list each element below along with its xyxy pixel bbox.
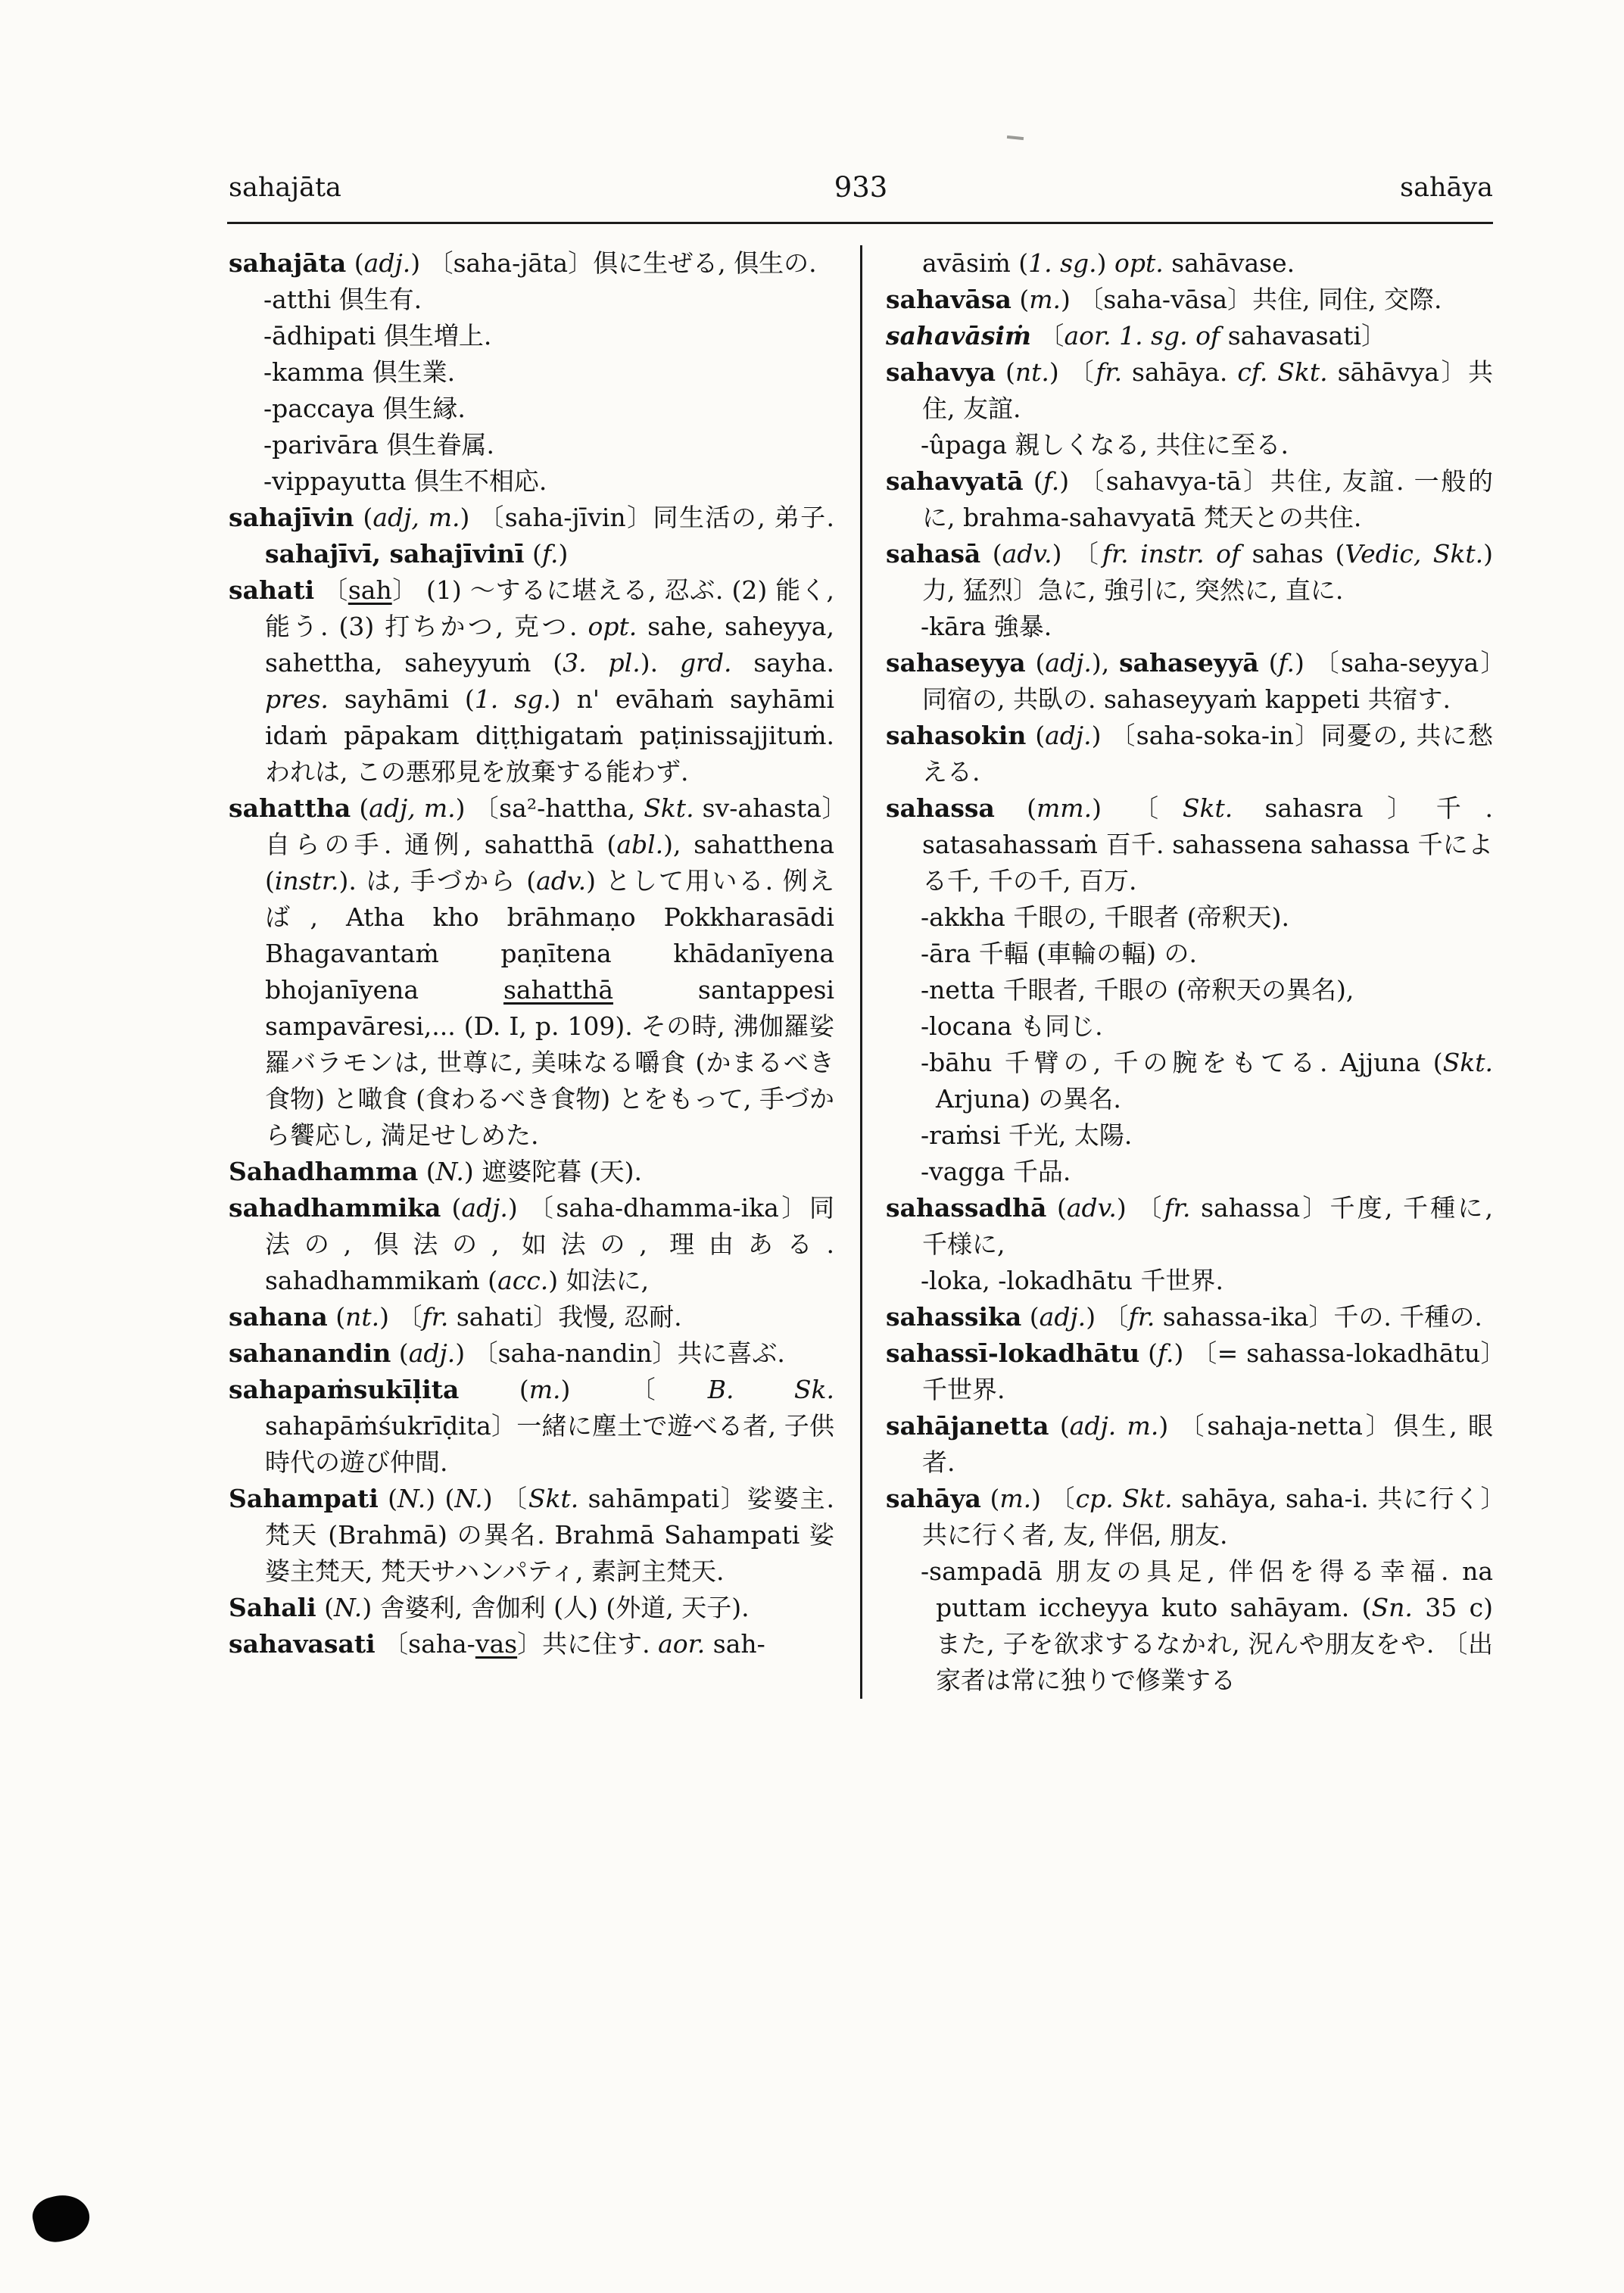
text-run: (	[327, 1302, 346, 1332]
text-run: m.	[1029, 285, 1061, 314]
text-run: (	[354, 503, 373, 532]
dictionary-sub-entry	[886, 972, 1493, 1008]
text-run: ) 〔	[482, 1484, 528, 1513]
dictionary-sub-entry	[886, 899, 1493, 936]
text-run: N.	[435, 1157, 464, 1186]
text-run: ) 〔saha-dhamma-ika〕同法の, 倶法の, 如法の, 理由ある. sahadhammikaṁ (	[265, 1193, 834, 1295]
dictionary-entry	[229, 790, 834, 1154]
text-run: ) 〔	[1086, 1302, 1129, 1332]
text-run: sahattha	[229, 793, 351, 823]
text-run: avāsiṁ (	[922, 248, 1029, 278]
dictionary-sub-entry	[229, 318, 834, 354]
text-run: ) n' evāhaṁ sayhāmi idaṁ pāpakam diṭṭhigataṁ paṭinissajjituṁ. われは, この悪邪見を放棄する能わず.	[265, 684, 835, 787]
text-run: Sahadhamma	[229, 1157, 419, 1186]
text-run: adj, m.	[369, 793, 456, 823]
dictionary-entry	[886, 1481, 1493, 1553]
text-run: fr.	[1164, 1193, 1191, 1223]
dictionary-sub-entry	[886, 936, 1493, 972]
text-run: aor. 1. sg. of	[1064, 321, 1220, 350]
text-run: adj.	[461, 1193, 508, 1223]
text-run: sāhāvya〕共住, 友誼.	[922, 357, 1493, 423]
text-run: sahanandin	[229, 1338, 391, 1368]
text-run: sahavāsiṁ	[886, 321, 1031, 350]
text-run: )	[558, 539, 569, 569]
page-header	[229, 173, 1493, 210]
dictionary-entry	[229, 1481, 834, 1590]
text-run: 3. pl.	[563, 648, 641, 678]
text-run: grd.	[679, 648, 732, 678]
text-run: ) 〔	[1052, 539, 1102, 569]
page-number: 933	[834, 171, 888, 204]
text-run: ) 〔	[1092, 793, 1183, 823]
text-run: Sahampati	[229, 1484, 379, 1513]
text-run: f.	[541, 539, 559, 569]
dictionary-sub-entry	[886, 1045, 1493, 1117]
text-run: (	[1023, 466, 1043, 496]
text-run: sahāmpati〕娑婆主. 梵天 (Brahmā) の異名. Brahmā Sahampati 娑婆主梵天, 梵天サハンパティ, 素訶主梵天.	[265, 1484, 834, 1586]
dictionary-sub-entry	[886, 1263, 1493, 1299]
text-run: adj.	[1039, 1302, 1086, 1332]
dictionary-sub-entry	[229, 282, 834, 318]
column-divider	[860, 245, 862, 1699]
text-run: Sn.	[1371, 1593, 1413, 1622]
dictionary-entry	[229, 500, 834, 572]
dictionary-entry	[886, 536, 1493, 609]
dictionary-sub-entry	[229, 427, 834, 463]
text-run: -vagga 千品.	[921, 1157, 1071, 1186]
left-column	[229, 245, 834, 1699]
text-run: sahājanetta	[886, 1411, 1049, 1441]
text-run: sahavāsa	[886, 285, 1011, 314]
text-run: sahaseyya	[886, 648, 1026, 678]
dictionary-entry	[886, 1408, 1493, 1481]
text-run: adj.	[1045, 721, 1092, 750]
text-run: 〔	[1030, 321, 1064, 350]
text-run: sahasā	[886, 539, 981, 569]
dictionary-entry	[886, 1299, 1493, 1335]
dictionary-entry	[886, 645, 1493, 718]
dictionary-sub-entry	[886, 1553, 1493, 1699]
text-run: aor.	[658, 1629, 706, 1659]
text-run: ) 〔saha-nandin〕共に喜ぶ.	[455, 1338, 785, 1368]
text-run: nt.	[1015, 357, 1049, 387]
text-run: adv.	[536, 866, 587, 896]
dictionary-entry	[886, 318, 1493, 354]
text-run: sahadhammika	[229, 1193, 441, 1223]
text-run: ) 如法に,	[548, 1266, 650, 1295]
text-run: (	[1011, 285, 1030, 314]
text-run: adv.	[1066, 1193, 1117, 1223]
text-run: ) として用いる. 例えば, Atha kho brāhmaṇo Pokkharasādi Bhagavantaṁ paṇītena khādanīyena bhojanīyena	[265, 866, 834, 1005]
text-run: (	[378, 1484, 398, 1513]
text-run: ) 〔saha-soka-in〕同憂の, 共に愁える.	[922, 721, 1493, 787]
text-run: nt.	[345, 1302, 380, 1332]
text-run: sv-ahasta〕自らの手. 通例, sahatthā (	[265, 793, 834, 859]
text-run: mm.	[1036, 793, 1093, 823]
dictionary-entry	[229, 1590, 834, 1626]
text-run: sahana	[229, 1302, 328, 1332]
text-run: ) 力, 猛烈〕急に, 強引に, 突然に, 直に.	[922, 539, 1493, 605]
text-run: -loka, -lokadhātu 千世界.	[921, 1266, 1224, 1295]
dictionary-entry	[886, 718, 1493, 790]
text-run: ) 〔	[379, 1302, 422, 1332]
text-run: sahati〕我慢, 忍耐.	[448, 1302, 682, 1332]
dictionary-sub-entry	[886, 427, 1493, 463]
text-run: sahāya	[886, 1484, 981, 1513]
text-run: adv.	[1002, 539, 1052, 569]
text-run: -raṁsi 千光, 太陽.	[921, 1120, 1133, 1150]
text-run: sahajāta	[229, 248, 347, 278]
text-run: ) 遮婆陀暮 (天).	[463, 1157, 642, 1186]
text-run: f.	[1278, 648, 1295, 678]
text-run: fr.	[422, 1302, 449, 1332]
dictionary-entry	[229, 572, 834, 790]
text-run: N.	[397, 1484, 426, 1513]
text-run: f.	[1157, 1338, 1174, 1368]
text-run: (	[1025, 648, 1046, 678]
text-run: sahasra〕千. satasahassaṁ 百千. sahassena sahassa 千による千, 千の千, 百万.	[922, 793, 1494, 896]
dictionary-entry	[229, 1372, 834, 1481]
dictionary-sub-entry	[886, 1154, 1493, 1190]
header-guide-word-right: sahāya	[1400, 173, 1493, 203]
header-guide-word-left: sahajāta	[229, 173, 341, 203]
dictionary-sub-entry	[229, 354, 834, 391]
text-run: -netta 千眼者, 千眼の (帝釈天の異名),	[921, 975, 1354, 1005]
text-run: (	[1021, 1302, 1040, 1332]
text-run: -paccaya 倶生縁.	[263, 394, 466, 423]
dictionary-entry	[229, 245, 834, 282]
text-run: ) 〔sahaja-netta〕倶生, 眼者.	[922, 1411, 1493, 1477]
text-run: (	[1258, 648, 1279, 678]
text-run: N.	[334, 1593, 363, 1622]
text-run: sah-	[705, 1629, 765, 1659]
text-run: (	[1139, 1338, 1158, 1368]
text-run: -locana も同じ.	[921, 1011, 1103, 1041]
text-run: m.	[528, 1375, 561, 1404]
text-run: adj, m.	[372, 503, 460, 532]
text-run: sahas (	[1240, 539, 1345, 569]
text-run: adj. m.	[1069, 1411, 1159, 1441]
text-run: sahavasati〕	[1220, 321, 1386, 350]
text-run: -kamma 倶生業.	[263, 357, 456, 387]
text-run: sahavasati	[229, 1629, 376, 1659]
text-run: (	[391, 1338, 409, 1368]
text-run: -āra 千輻 (車輪の輻) の.	[921, 939, 1197, 968]
text-run: (	[524, 539, 542, 569]
text-run: (	[459, 1375, 529, 1404]
text-run: 〕共に住す.	[517, 1629, 659, 1659]
text-run: (	[1049, 1411, 1070, 1441]
text-run: ) 〔saha-jāta〕倶に生ぜる, 倶生の.	[410, 248, 817, 278]
text-run: fr.	[1096, 357, 1123, 387]
text-run: ) 〔saha-vāsa〕共住, 同住, 交際.	[1061, 285, 1442, 314]
dictionary-sub-entry	[229, 391, 834, 427]
text-run: ).	[640, 648, 680, 678]
text-run: Arjuna) の異名.	[936, 1084, 1121, 1114]
text-run: opt.	[588, 612, 637, 641]
text-run: ). は, 手づから (	[338, 866, 537, 896]
text-run: sahassa	[886, 793, 995, 823]
dictionary-entry	[229, 1335, 834, 1372]
text-run: sahapaṁsukīḷita	[229, 1375, 460, 1404]
text-run: -sampadā 朋友の具足, 伴侶を得る幸福. na puttam iccheyya kuto sahāyam. (	[921, 1556, 1493, 1622]
text-run: -atthi 倶生有.	[263, 285, 422, 314]
text-run: (	[316, 1593, 335, 1622]
text-run: (	[418, 1157, 436, 1186]
text-run: (	[346, 248, 364, 278]
text-run: vas	[475, 1629, 518, 1659]
text-run: f.	[1043, 466, 1060, 496]
scan-artifact-speck	[1007, 136, 1024, 140]
dictionary-entry	[886, 1335, 1493, 1408]
text-run: cp. Skt.	[1075, 1484, 1173, 1513]
text-run: sahāvase.	[1163, 248, 1295, 278]
text-run: sahasokin	[886, 721, 1027, 750]
text-run: 1. sg.	[474, 684, 551, 714]
text-run: sahaseyyā	[1119, 648, 1259, 678]
right-column	[886, 245, 1493, 1699]
text-run: Skt.	[528, 1484, 579, 1513]
text-run: -kāra 強暴.	[921, 612, 1052, 641]
text-run: santappesi sampavāresi,... (D. I, p. 109). その時, 沸伽羅娑羅バラモンは, 世尊に, 美味なる嚼食 (かまるべき食物) と噉食 (食わるべき食物) とをもって, 手づから饗応し, 満足せしめた.	[265, 975, 834, 1150]
text-run: fr.	[1128, 1302, 1155, 1332]
text-run: ) 〔= sahassa-lokadhātu〕千世界.	[922, 1338, 1493, 1404]
text-run: sahajīvin	[229, 503, 354, 532]
text-run: abl.	[616, 830, 664, 859]
dictionary-entry	[229, 1190, 834, 1299]
dictionary-sub-entry	[886, 609, 1493, 645]
text-run: -ûpaga 親しくなる, 共住に至る.	[921, 430, 1289, 460]
text-run: adj.	[408, 1338, 456, 1368]
text-run: sahassadhā	[886, 1193, 1047, 1223]
text-run: ) 〔sahavya-tā〕共住, 友誼. 一般的に, brahma-sahavyatā 梵天との共住.	[922, 466, 1493, 532]
text-run: sahatthā	[503, 975, 613, 1005]
text-run: (	[994, 793, 1036, 823]
text-run: ) (	[425, 1484, 455, 1513]
text-run: (	[351, 793, 369, 823]
text-run: (	[980, 1484, 1000, 1513]
text-run: -vippayutta 倶生不相応.	[263, 466, 547, 496]
dictionary-sub-entry	[229, 463, 834, 500]
text-run: ) 〔	[560, 1375, 708, 1404]
text-run: ),	[1091, 648, 1120, 678]
dictionary-entry	[229, 1299, 834, 1335]
dictionary-entry-continuation	[886, 245, 1493, 282]
text-run: sahassa-ika〕千の. 千種の.	[1155, 1302, 1482, 1332]
text-run: 〕 (1) ～するに堪える, 忍ぶ. (2) 能く, 能う. (3) 打ちかつ, 克つ.	[265, 575, 834, 641]
text-run: (	[980, 539, 1002, 569]
dictionary-entry	[886, 282, 1493, 318]
text-run: (	[1026, 721, 1046, 750]
text-run: adj.	[363, 248, 411, 278]
text-run: ) 〔	[1049, 357, 1096, 387]
text-run: sahajīvī, sahajīvinī	[265, 539, 525, 569]
text-run: -ādhipati 倶生増上.	[263, 321, 492, 350]
text-run: ) 〔	[1116, 1193, 1164, 1223]
dictionary-columns	[229, 245, 1493, 1699]
text-run: sayha.	[731, 648, 834, 678]
text-run: sahassika	[886, 1302, 1022, 1332]
text-run: sahati	[229, 575, 315, 605]
text-run: m.	[999, 1484, 1032, 1513]
text-run: sahavyatā	[886, 466, 1024, 496]
dictionary-entry	[886, 354, 1493, 427]
text-run: ) 〔saha-seyya〕同宿の, 共臥の. sahaseyyaṁ kappeti 共宿す.	[922, 648, 1493, 714]
text-run: Skt.	[644, 793, 694, 823]
text-run: Skt.	[1182, 793, 1233, 823]
text-run: -bāhu 千臂の, 千の腕をもてる. Ajjuna (	[921, 1048, 1443, 1077]
text-run: ) 舎婆利, 舎伽利 (人) (外道, 天子).	[362, 1593, 750, 1622]
text-run: sahassī-lokadhātu	[886, 1338, 1140, 1368]
text-run: ) 〔	[1031, 1484, 1076, 1513]
text-run: sahassa〕千度, 千種に, 千様に,	[922, 1193, 1493, 1259]
text-run: ) 〔sa²-hattha,	[455, 793, 644, 823]
text-run: (	[1046, 1193, 1067, 1223]
dictionary-entry	[886, 463, 1493, 536]
text-run: sayhāmi (	[328, 684, 475, 714]
text-run: sahāya, saha-i. 共に行く〕共に行く者, 友, 伴侶, 朋友.	[922, 1484, 1493, 1550]
text-run: N.	[454, 1484, 483, 1513]
text-run: ), sahatthena (	[265, 830, 835, 896]
text-run: opt.	[1114, 248, 1164, 278]
dictionary-entry	[229, 1154, 834, 1190]
text-run: 35 c) また, 子を欲求するなかれ, 況んや朋友をや. 〔出家者は常に独りで修業する	[936, 1593, 1493, 1695]
text-run: 〔saha-	[375, 1629, 475, 1659]
text-run: acc.	[497, 1266, 549, 1295]
text-run: adj.	[1045, 648, 1092, 678]
text-run: )	[1096, 248, 1115, 278]
text-run: sahapāṁśukrīḍita〕一緒に塵土で遊べる者, 子供時代の遊び仲間.	[265, 1411, 834, 1477]
text-run: sahe, saheyya, sahettha, saheyyuṁ (	[265, 612, 834, 678]
text-run: sah	[348, 575, 392, 605]
text-run: ) 〔saha-jīvin〕同生活の, 弟子.	[460, 503, 834, 532]
text-run: (	[441, 1193, 462, 1223]
text-run: instr.	[274, 866, 339, 896]
text-run: B. Sk.	[707, 1375, 834, 1404]
text-run: pres.	[265, 684, 329, 714]
text-run: sahavya	[886, 357, 996, 387]
text-run: sahāya.	[1122, 357, 1238, 387]
text-run: Skt.	[1442, 1048, 1493, 1077]
text-run: -parivāra 倶生眷属.	[263, 430, 495, 460]
dictionary-entry	[886, 790, 1493, 899]
header-rule	[227, 222, 1493, 224]
text-run: Vedic, Skt.	[1345, 539, 1484, 569]
dictionary-entry	[886, 1190, 1493, 1263]
dictionary-entry	[229, 1626, 834, 1662]
text-run: 1. sg.	[1028, 248, 1097, 278]
dictionary-sub-entry	[886, 1117, 1493, 1154]
text-run: (	[996, 357, 1015, 387]
dictionary-sub-entry	[886, 1008, 1493, 1045]
text-run: cf. Skt.	[1237, 357, 1328, 387]
text-run: -akkha 千眼の, 千眼者 (帝釈天).	[921, 902, 1289, 932]
scan-artifact-blot	[29, 2189, 94, 2247]
text-run: 〔	[314, 575, 348, 605]
text-run: Sahali	[229, 1593, 316, 1622]
text-run: fr. instr. of	[1102, 539, 1241, 569]
